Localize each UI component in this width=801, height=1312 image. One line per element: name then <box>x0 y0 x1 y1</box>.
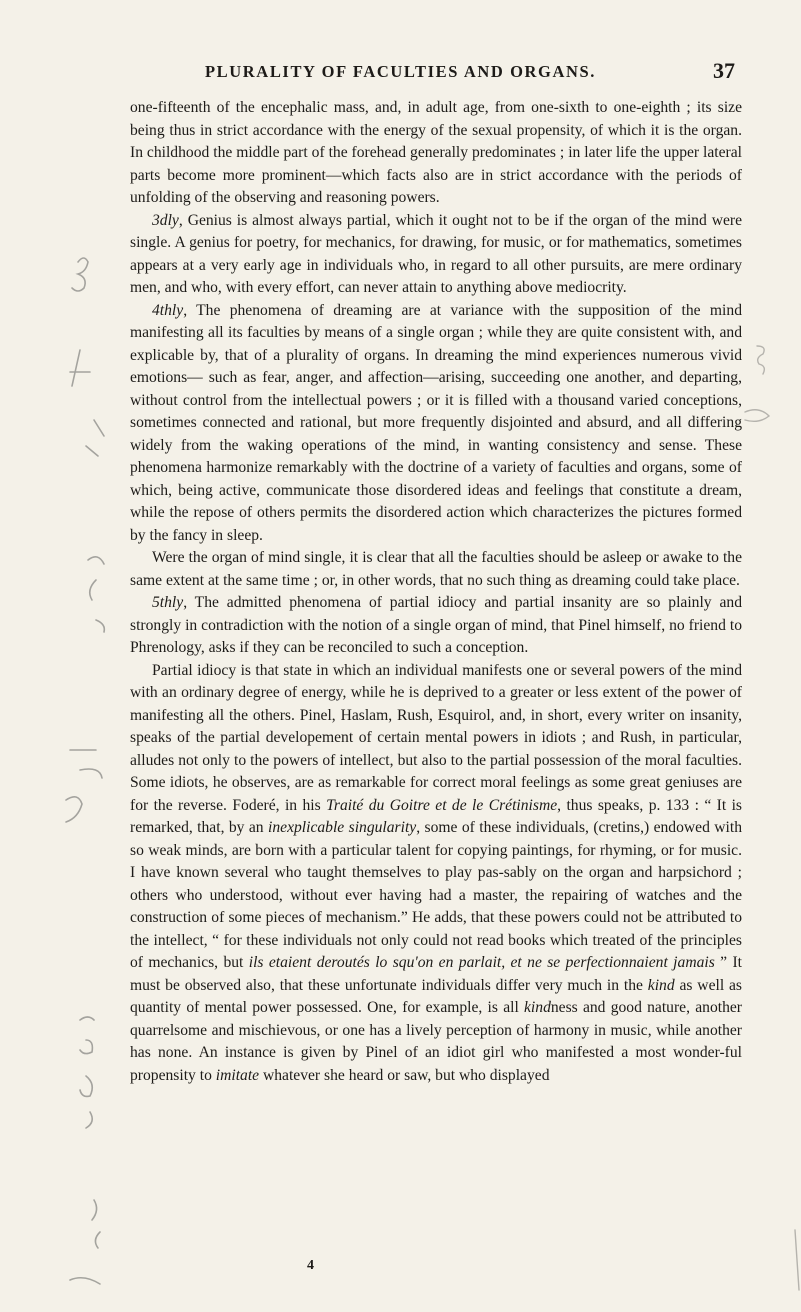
pencil-marks-graphic <box>0 0 125 1307</box>
ordinal-5thly: 5thly <box>152 594 184 611</box>
italic-phrase: ils etaient deroutés lo squ'on en parlait, et ne se perfectionnaient jamais <box>248 954 715 971</box>
left-margin-pencil-marks <box>0 0 125 1307</box>
paragraph-4: Were the organ of mind single, it is clear that all the faculties should be asleep or awake to the same extent at the same time ; or, in other words, that no such thing as dreaming could take place. <box>130 549 742 589</box>
right-margin-pencil-marks <box>741 0 801 1307</box>
italic-phrase: imitate <box>215 1066 260 1084</box>
paragraph-2-text: , Genius is almost always partial, which it ought not to be if the organ of the mind were single. A genius for poetry, for mechanics, for drawing, for music, or for mathematics, sometimes appears at a very early age in individuals who, in regard to all other pursuits, are mere ordinary men, and who, with every effort, can never attain to anything above mediocrity. <box>130 211 742 296</box>
pencil-marks-right-graphic <box>741 0 801 1307</box>
italic-phrase: inexplicable singularity <box>268 819 417 836</box>
paragraph-2 <box>130 210 742 300</box>
page-header <box>60 58 741 88</box>
paragraph-5-text: , The admitted phenomena of partial idiocy and partial insanity are so plainly and strongly in contradiction with the notion of a single organ of mind, that Pinel himself, no friend to Phrenology, asks if they can be reconciled to such a conception. <box>130 594 742 656</box>
paragraph-3 <box>130 300 742 548</box>
page-number: 37 <box>713 58 735 83</box>
paragraph-6: Partial idiocy is that state in which an individual manifests one or several powers of the mind with an ordinary degree of energy, while he is deprived to a greater or less extent of the power of manifesting all the others. Pinel, Haslam, Rush, Esquirol, and, in short, every writer on insanity, speaks of the partial developement of certain mental powers in idiots ; and Rush, in particular, alludes not only to the powers of intellect, but also to the partial possession of the moral faculties. Some idiots, he observes, are as remarkable for correct moral feelings as some great geniuses are for the reverse. Foderé, in his Traité du Goitre et de le Crétinisme, thus speaks, p. 133 : “ It is remarked, that, by an inexplicable singularity, some of these individuals, (cretins,) endowed with so weak minds, are born with a particular talent for copying paintings, for rhyming, or for music. I have known several who taught themselves to play pas-sably on the organ and harpsichord ; others who understood, without ever having had a master, the repairing of watches and the construction of some pieces of mechanism.” He adds, that these powers could not be attributed to the intellect, “ for these individuals not only could not read books which treated of the principles of mechanics, but ils etaient deroutés lo squ'on en parlait, et ne se perfectionnaient jamais ” It must be observed also, that these unfortunate individuals differ very much in the kind as well as quantity of mental power possessed. One, for example, is all kindness and good nature, another quarrelsome and mischievous, or one has a lively perception of harmony in music, while another has none. An instance is given by Pinel of an idiot girl who manifested a most wonder-ful propensity to imitate whatever she heard or saw, but who displayed <box>130 661 743 1084</box>
italic-phrase: Traité du Goitre et de le Crétinisme <box>326 796 558 814</box>
paragraph-5 <box>130 592 742 660</box>
paragraph-1: one-fifteenth of the encephalic mass, and, in adult age, from one-sixth to one-eighth ; its size being thus in strict accordance with the energy of the sexual propensity, of which it is the organ. In childhood the middle part of the forehead generally predominates ; in later life the upper lateral parts become more prominent—which facts also are in strict accordance with the periods of unfolding of the observing and reasoning powers. <box>130 99 742 206</box>
italic-phrase: kind <box>524 999 551 1016</box>
ordinal-4thly: 4thly <box>152 301 184 319</box>
italic-phrase: kind <box>647 976 675 994</box>
ordinal-3dly: 3dly <box>152 211 179 229</box>
running-title: PLURALITY OF FACULTIES AND ORGANS. <box>204 62 597 81</box>
body-text <box>130 97 742 1087</box>
signature-mark: 4 <box>307 1258 314 1273</box>
paragraph-3-text: , The phenomena of dreaming are at variance with the supposition of the mind manifesting all its faculties by means of a single organ ; while they are quite consistent with, and explicable by, that of a plurality of organs. In dreaming the mind experiences numerous vivid emotions— such as fear, anger, and affection—arising, succeeding one another, and departing, without control from the intellectual powers ; or it is filled with a thousand varied conceptions, sometimes connected and rational, but more frequently disjointed and absurd, and all differing widely from the waking operations of the mind, in wanting consistency and sense. These phenomena harmonize remarkably with the doctrine of a variety of faculties and organs, some of which, being active, communicate those disordered ideas and feelings that constitute a dream, while the repose of others permits the disordered action which characterizes the pictures formed by the fancy in sleep. <box>130 301 742 544</box>
